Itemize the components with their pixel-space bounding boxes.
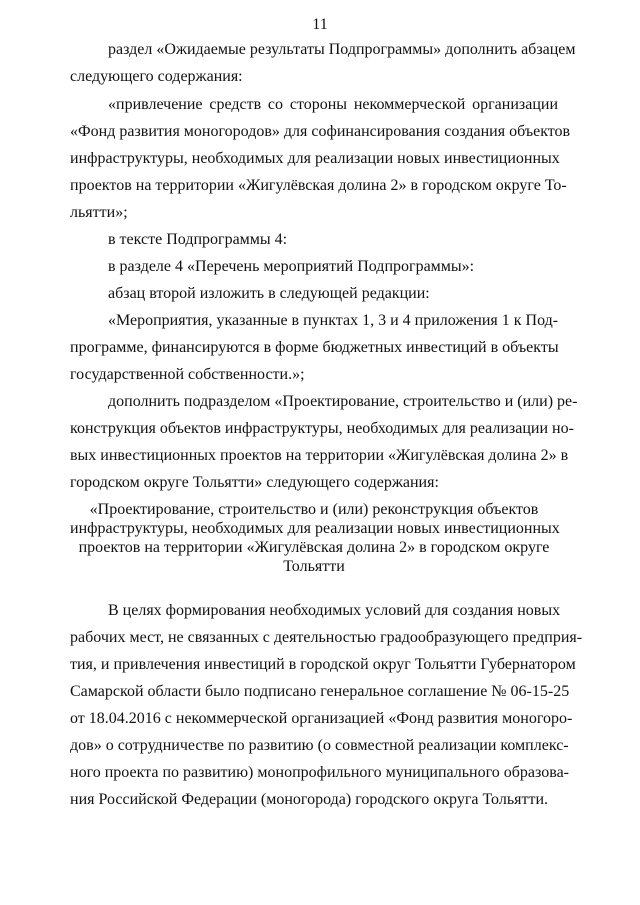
section-heading-line: «Проектирование, строительство и (или) реконструкция объектов [89,501,539,518]
text-line: дов» о сотрудничестве по развитию (о совместной реализации комплекс- [70,737,569,754]
text-line: государственной собственности.»; [70,366,305,383]
text-line: «привлечение средств со стороны некоммерческой организации [108,96,558,113]
text-line: абзац второй изложить в следующей редакции: [108,285,430,302]
text-line: инфраструктуры, необходимых для реализации новых инвестиционных [70,150,560,167]
text-line: тия, и привлечения инвестиций в городской округ Тольятти Губернатором [70,656,576,673]
text-line: городском округе Тольятти» следующего содержания: [70,474,439,491]
text-line: в разделе 4 «Перечень мероприятий Подпрограммы»: [108,258,475,275]
text-line: вых инвестиционных проектов на территории «Жигулёвская долина 2» в [70,447,569,464]
section-heading-line: инфраструктуры, необходимых для реализации новых инвестиционных [70,520,560,537]
text-line: в тексте Подпрограммы 4: [108,231,288,248]
text-line: раздел «Ожидаемые результаты Подпрограммы» дополнить абзацем [108,41,576,58]
text-line: «Мероприятия, указанные в пунктах 1, 3 и 4 приложения 1 к Под- [108,312,559,329]
text-line: В целях формирования необходимых условий для создания новых [108,602,561,619]
page-number: 11 [312,16,328,33]
text-line: льятти»; [70,204,128,221]
text-line: следующего содержания: [70,68,243,85]
text-line: рабочих мест, не связанных с деятельностью градообразующего предприя- [70,629,583,646]
text-line: Самарской области было подписано генеральное соглашение № 06-15-25 [70,683,570,700]
text-line: проектов на территории «Жигулёвская долина 2» в городском округе То- [70,177,567,194]
text-line: ного проекта по развитию) монопрофильного муниципального образова- [70,764,569,781]
text-line: ния Российской Федерации (моногорода) городского округа Тольятти. [70,791,549,808]
text-line: конструкция объектов инфраструктуры, необходимых для реализации но- [70,420,574,437]
text-line: дополнить подразделом «Проектирование, строительство и (или) ре- [108,393,578,410]
text-line: «Фонд развития моногородов» для софинансирования создания объектов [70,123,571,140]
text-line: программе, финансируются в форме бюджетных инвестиций в объекты [70,339,559,356]
text-line: от 18.04.2016 с некоммерческой организацией «Фонд развития моногоро- [70,710,573,727]
section-heading-line: Тольятти [283,558,345,575]
section-heading-line: проектов на территории «Жигулёвская долина 2» в городском округе [78,539,550,556]
